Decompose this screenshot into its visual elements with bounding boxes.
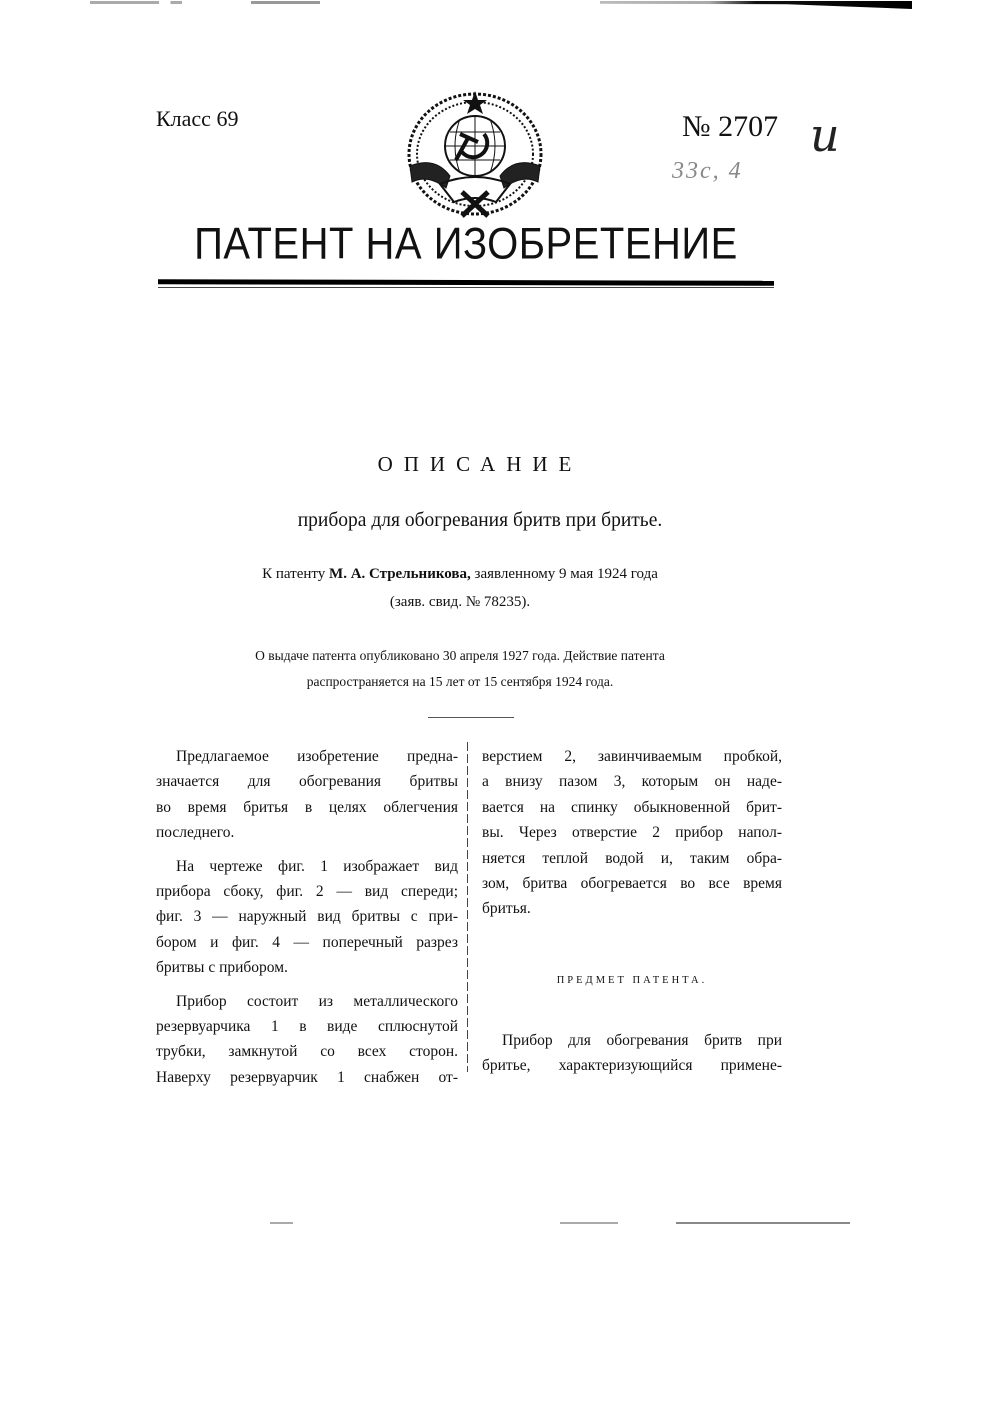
text-line: зом, бритва обогревается во все время (482, 875, 782, 893)
claim-text (482, 1028, 782, 1079)
text-line: На чертеже фиг. 1 изображает вид (176, 857, 458, 875)
text-line: трубки, замкнутой со всех сторон. (156, 1043, 458, 1061)
left-column (156, 744, 458, 1090)
text-line: во время бритья в целях облегчения (156, 798, 458, 816)
scan-artifact-top-right (600, 1, 912, 9)
text-line: верстием 2, завинчиваемым пробкой, (482, 748, 782, 765)
paragraph (156, 744, 458, 846)
column-divider (467, 742, 468, 1072)
text-line: вается на спинку обыкновенной брит- (482, 798, 782, 816)
text-line: бритье, характеризующийся примене- (482, 1057, 782, 1075)
text-line: Наверху резервуарчик 1 снабжен от- (156, 1068, 458, 1086)
class-label: Класс 69 (156, 106, 239, 131)
text-line: вы. Через отверстие 2 прибор напол- (482, 824, 782, 842)
publication-line-1: О выдаче патента опубликовано 30 апреля 1927 года. Действие патента (255, 648, 665, 663)
paragraph (482, 1028, 782, 1079)
right-column (482, 744, 782, 922)
text-line: бритвы с прибором. (156, 959, 288, 977)
paragraph (156, 854, 458, 981)
title-rule-thick (158, 279, 774, 286)
patent-number: № 2707 (682, 110, 779, 143)
document-title: ПАТЕНТ НА ИЗОБРЕТЕНИЕ (194, 219, 738, 269)
inventor-line (200, 566, 720, 583)
text-line: Прибор для обогревания бритв при (502, 1032, 782, 1049)
publication-line-2: распространяется на 15 лет от 15 сентября 1924 года. (306, 674, 614, 689)
paragraph (156, 989, 458, 1091)
text-line: Прибор состоит из металлического (176, 992, 458, 1010)
text-line: Предлагаемое изобретение предна- (176, 748, 458, 765)
patent-prefix: К патенту (262, 566, 326, 582)
description-heading: ОПИСАНИЕ (377, 452, 583, 476)
text-line: резервуарчика 1 в виде сплюснутой (156, 1018, 458, 1036)
claims-heading: ПРЕДМЕТ ПАТЕНТА. (556, 975, 708, 986)
text-line: фиг. 3 — наружный вид бритвы с при- (156, 908, 458, 926)
description-subtitle: прибора для обогревания бритв при бритье. (297, 510, 663, 531)
title-rule-thin (158, 287, 774, 288)
inventor-name: М. А. Стрельникова, (329, 566, 471, 582)
text-line: значается для обогревания бритвы (156, 773, 458, 791)
paragraph (482, 744, 782, 922)
text-line: последнего. (156, 824, 235, 842)
filing-date: заявленному 9 мая 1924 года (474, 566, 658, 582)
scan-artifact-bottom (270, 1222, 850, 1224)
text-line: бором и фиг. 4 — поперечный разрез (156, 933, 458, 951)
text-line: а внизу пазом 3, которым он наде- (482, 773, 782, 791)
handwritten-note: 33с, 4 (672, 158, 743, 184)
text-line: прибора сбоку, фиг. 2 — вид спереди; (156, 883, 458, 901)
scan-artifact-top-left (90, 1, 320, 4)
section-separator (428, 717, 514, 718)
text-line: бритья. (482, 900, 531, 918)
text-line: няется теплой водой и, таким обра- (482, 849, 782, 867)
ussr-emblem-icon (400, 88, 550, 220)
application-number: (заяв. свид. № 78235). (389, 594, 531, 610)
handwritten-mark: u (810, 108, 840, 162)
